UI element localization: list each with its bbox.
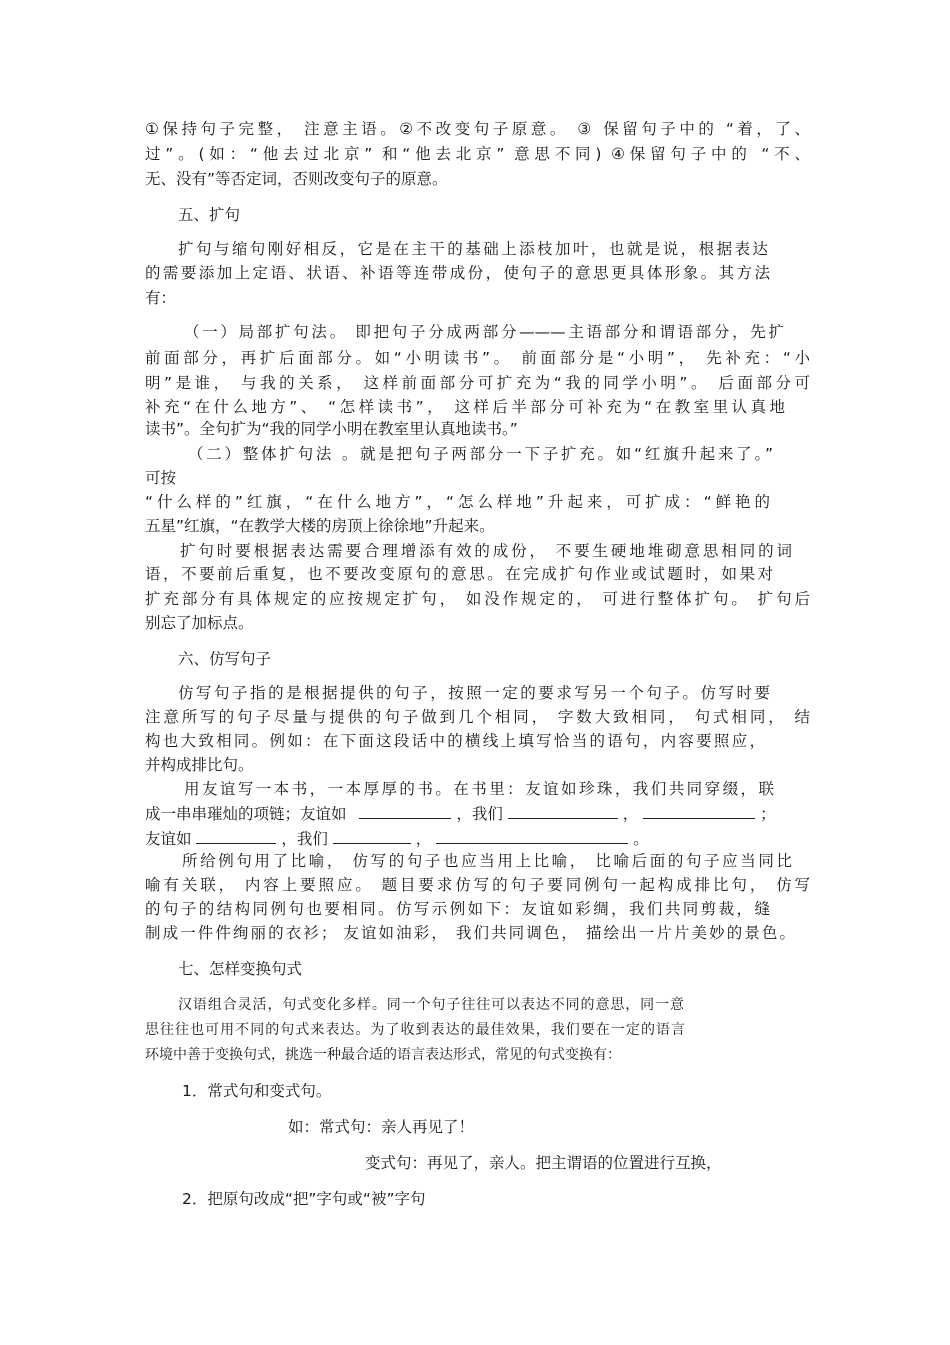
text-line: 仿写句子指的是根据提供的句子，按照一定的要求写另一个句子。仿写时要 [178, 684, 770, 702]
text-line: 的需要添加上定语、状语、补语等连带成份，使句子的意思更具体形象。其方法 [145, 264, 770, 282]
text-line: 构也大致相同。例如：在下面这段话中的横线上填写恰当的语句，内容要照应， [145, 732, 765, 750]
fill-blank-line [145, 827, 810, 850]
text-line: 思往往也可用不同的句式来表达。为了收到表达的最佳效果，我们要在一定的语言 [145, 1022, 685, 1038]
text-line: 补充“在什么地方”、 “怎样读书”， 这样后半部分可补充为“在教室里认真地 [145, 398, 785, 416]
text-line: 扩充部分有具体规定的应按规定扩句， 如没作规定的， 可进行整体扩句。 扩句后 [145, 590, 810, 608]
text-line: 前面部分，再扩后面部分。如“小明读书”。 前面部分是“小明”， 先补充：“小 [145, 349, 810, 367]
answer-blank[interactable] [643, 802, 755, 819]
text-line: “什么样的”红旗，“在什么地方”，“怎么样地”升起来，可扩成：“鲜艳的 [145, 493, 770, 511]
text-line: 语，不要前后重复，也不要改变原句的意思。在完成扩句作业或试题时，如果对 [145, 565, 773, 583]
text-line: 明”是谁， 与我的关系， 这样前面部分可扩充为“我的同学小明”。 后面部分可 [145, 374, 810, 392]
text-line: 汉语组合灵活，句式变化多样。同一个句子往往可以表达不同的意思，同一意 [178, 997, 684, 1013]
example-line: 如：常式句：亲人再见了！ [288, 1118, 475, 1136]
answer-blank[interactable] [508, 802, 618, 819]
list-item: 2．把原句改成“把”字句或“被”字句 [182, 1190, 426, 1208]
text-line: 用友谊写一本书，一本厚厚的书。在书里：友谊如珍珠，我们共同穿缀，联 [184, 780, 774, 798]
text-line: 有： [145, 289, 177, 307]
text-line: 并构成排比句。 [145, 756, 254, 774]
text-segment: ， [622, 805, 639, 823]
answer-blank[interactable] [196, 827, 276, 844]
text-segment: 成一串串璀灿的项链；友谊如 [145, 805, 347, 823]
answer-blank[interactable] [359, 802, 451, 819]
list-item: 1．常式句和变式句。 [182, 1082, 332, 1100]
text-line: 制成一件件绚丽的衣衫； 友谊如油彩， 我们共同调色， 描绘出一片片美妙的景色。 [145, 924, 795, 942]
text-line: 无、没有”等否定词，否则改变句子的原意。 [145, 170, 448, 188]
text-segment: ，我们 [281, 830, 328, 848]
section-heading: 五、扩句 [178, 206, 241, 224]
text-line: （一）局部扩句法。 即把句子分成两部分———主语部分和谓语部分，先扩 [184, 323, 784, 341]
text-segment: 。 [633, 830, 649, 848]
example-line: 变式句：再见了，亲人。把主谓语的位置进行互换， [365, 1154, 722, 1172]
text-line: 扩句时要根据表达需要合理增添有效的成份， 不要生硬地堆砌意思相同的词 [180, 542, 792, 560]
text-line: 可按 [145, 469, 177, 487]
text-line: （二）整体扩句法 。就是把句子两部分一下子扩充。如“红旗升起来了。” [188, 445, 773, 463]
text-segment: ； [760, 805, 776, 823]
text-line: 注意所写的句子尽量与提供的句子做到几个相同， 字数大致相同， 句式相同， 结 [145, 708, 810, 726]
text-line: 的句子的结构同例句也要相同。仿写示例如下：友谊如彩绸，我们共同剪裁，缝 [145, 900, 770, 918]
answer-blank[interactable] [333, 827, 411, 844]
text-line: 所给例句用了比喻， 仿写的句子也应当用上比喻， 比喻后面的句子应当同比 [182, 852, 792, 870]
answer-blank[interactable] [436, 827, 628, 844]
text-line: 读书”。全句扩为“我的同学小明在教室里认真地读书。” [145, 420, 518, 438]
text-line: 过”。(如：“他去过北京” 和“他去北京” 意思不同) ④保留句子中的 “不、 [145, 145, 810, 163]
text-line: 环境中善于变换句式，挑选一种最合适的语言表达形式，常见的句式变换有： [145, 1047, 621, 1063]
text-line: 别忘了加标点。 [145, 614, 254, 632]
section-heading: 七、怎样变换句式 [178, 960, 303, 978]
text-line: ①保持句子完整， 注意主语。②不改变句子原意。 ③ 保留句子中的 “着，了、 [145, 120, 810, 138]
text-line: 五星”红旗，“在教学大楼的房顶上徐徐地”升起来。 [145, 517, 495, 535]
text-line: 喻有关联， 内容上要照应。 题目要求仿写的句子要同例句一起构成排比句， 仿写 [145, 876, 810, 894]
section-heading: 六、仿写句子 [178, 650, 272, 668]
fill-blank-line [145, 802, 810, 825]
text-segment: ， [415, 830, 432, 848]
text-segment: ，我们 [456, 805, 503, 823]
text-segment: 友谊如 [145, 830, 192, 848]
text-line: 扩句与缩句刚好相反，它是在主干的基础上添枝加叶，也就是说，根据表达 [178, 240, 768, 258]
